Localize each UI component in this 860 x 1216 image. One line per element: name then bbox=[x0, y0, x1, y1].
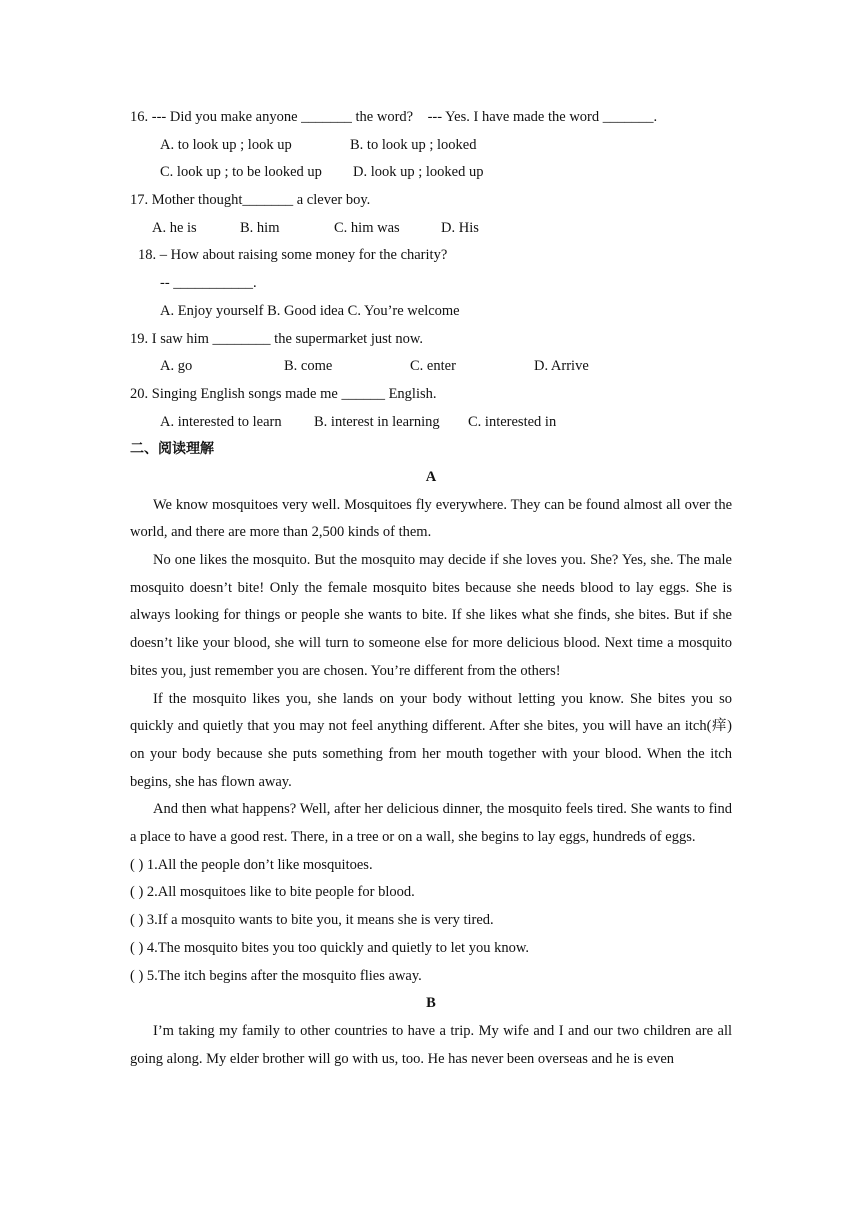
q16-options-row2 bbox=[130, 159, 732, 187]
q19-stem: 19. I saw him ________ the supermarket just now. bbox=[130, 330, 424, 347]
q17-option-c: C. him was bbox=[334, 219, 400, 236]
q20-option-b: B. interest in learning bbox=[314, 413, 440, 430]
q20-option-a: A. interested to learn bbox=[160, 413, 282, 430]
q18-options: A. Enjoy yourself B. Good idea C. You’re welcome bbox=[160, 302, 460, 319]
passage-a-label: A bbox=[425, 468, 437, 485]
q16-option-d: D. look up ; looked up bbox=[353, 164, 484, 181]
q20-stem: 20. Singing English songs made me ______ English. bbox=[130, 385, 437, 402]
exam-page bbox=[130, 104, 732, 1073]
q17-stem: 17. Mother thought_______ a clever boy. bbox=[130, 192, 371, 209]
q17-options bbox=[130, 215, 732, 243]
q19-option-c: C. enter bbox=[410, 358, 456, 375]
q19-option-d: D. Arrive bbox=[534, 358, 589, 375]
q16-option-a: A. to look up ; look up bbox=[160, 136, 292, 153]
section-title: 二、阅读理解 bbox=[130, 441, 214, 458]
q16-stem: 16. --- Did you make anyone _______ the word? --- Yes. I have made the word _______. bbox=[130, 109, 658, 125]
q17-option-d: D. His bbox=[441, 219, 479, 236]
q19-options bbox=[130, 353, 732, 381]
q17-option-a: A. he is bbox=[152, 219, 197, 236]
q16-options-row1 bbox=[130, 132, 732, 160]
q19-option-b: B. come bbox=[284, 358, 333, 375]
passage-a-paragraph-3: If the mosquito likes you, she lands on your body without letting you know. She bites you so quickly and quietly that you may not feel anything different. After she bites, you will have an itch(痒) on your body because she puts something from her mouth together with your blood. When the itch begins, she has flown away. bbox=[130, 690, 732, 790]
q18-stem: 18. – How about raising some money for the charity? bbox=[138, 247, 448, 264]
q17-option-b: B. him bbox=[240, 219, 280, 236]
statement-4: ( ) 4.The mosquito bites you too quickly and quietly to let you know. bbox=[130, 939, 529, 956]
passage-a-paragraph-4: And then what happens? Well, after her delicious dinner, the mosquito feels tired. She wants to find a place to have a good rest. There, in a tree or on a wall, she begins to lay eggs, hundreds of eggs. bbox=[130, 801, 732, 846]
passage-a-paragraph-1: We know mosquitoes very well. Mosquitoes fly everywhere. They can be found almost all over the world, and there are more than 2,500 kinds of them. bbox=[130, 496, 732, 541]
passage-b-label: B bbox=[426, 995, 436, 1012]
q16-option-c: C. look up ; to be looked up bbox=[160, 164, 322, 181]
statement-3: ( ) 3.If a mosquito wants to bite you, it means she is very tired. bbox=[130, 912, 494, 929]
statement-1: ( ) 1.All the people don’t like mosquitoes. bbox=[130, 856, 373, 873]
passage-a-paragraph-2: No one likes the mosquito. But the mosquito may decide if she loves you. She? Yes, she. The male mosquito doesn’t bite! Only the female mosquito bites because she needs blood to lay eggs. She is always looking for things or people she wants to bite. If she likes what she finds, she bites. But if she doesn’t like your blood, she will turn to someone else for more delicious blood. Next time a mosquito bites you, just remember you are chosen. You’re different from the others! bbox=[130, 552, 732, 679]
statement-2: ( ) 2.All mosquitoes like to bite people for blood. bbox=[130, 884, 415, 901]
q16-option-b: B. to look up ; looked bbox=[350, 136, 477, 153]
q18-reply: -- ___________. bbox=[160, 275, 257, 292]
statement-5: ( ) 5.The itch begins after the mosquito flies away. bbox=[130, 967, 422, 984]
q20-option-c: C. interested in bbox=[468, 413, 557, 430]
passage-b-paragraph-1: I’m taking my family to other countries to have a trip. My wife and I and our two children are all going along. My elder brother will go with us, too. He has never been overseas and he is even bbox=[130, 1022, 732, 1067]
q19-option-a: A. go bbox=[160, 358, 193, 375]
q20-options bbox=[130, 409, 732, 437]
